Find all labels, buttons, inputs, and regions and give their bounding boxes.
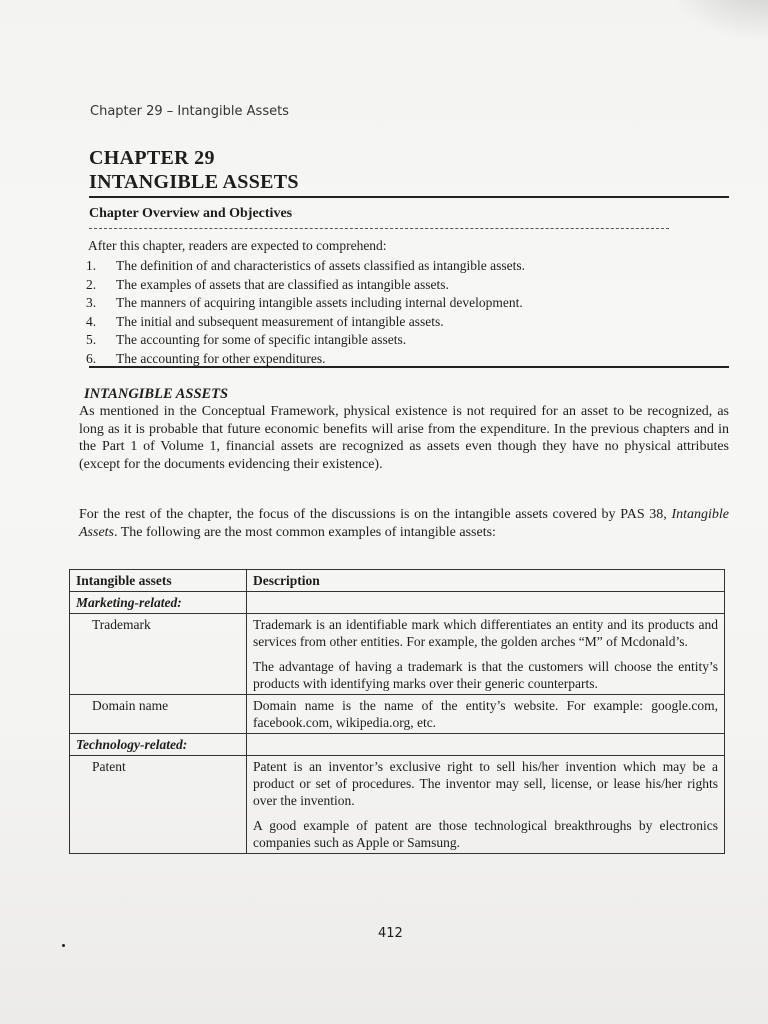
- column-header: Intangible assets: [70, 570, 247, 592]
- asset-description: [247, 695, 725, 734]
- page-number: 412: [378, 926, 403, 941]
- title-rule: [89, 196, 729, 198]
- list-item: [86, 331, 525, 350]
- item-text: The initial and subsequent measurement of intangible assets.: [116, 313, 444, 329]
- description-paragraph: The advantage of having a trademark is that the customers will choose the entity’s products with identifying marks over their generic counterparts.: [253, 659, 718, 691]
- overview-heading: Chapter Overview and Objectives: [89, 206, 293, 221]
- page-shadow: [668, 0, 768, 40]
- item-number: 2.: [86, 276, 97, 292]
- text-run: For the rest of the chapter, the focus of the discussions is on the intangible assets covered by PAS 38,: [79, 507, 672, 522]
- list-item: [86, 294, 525, 313]
- asset-description: [247, 614, 725, 695]
- description-paragraph: Domain name is the name of the entity’s website. For example: google.com, facebook.com, wikipedia.org, etc.: [253, 698, 718, 730]
- item-text: The accounting for other expenditures.: [116, 350, 326, 366]
- objectives-list: [86, 257, 525, 368]
- table-row: [70, 756, 725, 854]
- asset-name: Trademark: [70, 614, 247, 695]
- list-item: [86, 276, 525, 295]
- item-number: 6.: [86, 350, 97, 366]
- section-heading: INTANGIBLE ASSETS: [84, 386, 229, 402]
- table-row: [70, 695, 725, 734]
- italic-text: Intangible Assets: [79, 507, 729, 540]
- paragraph: As mentioned in the Conceptual Framework, physical existence is not required for an asset to be recognized, as long as it is probable that future economic benefits will arise from the expenditure. In the previous chapters and in the Part 1 of Volume 1, financial assets are recognized as assets even though they have no physical attributes (except for the documents evidencing their existence).: [79, 404, 729, 472]
- speck: [62, 944, 65, 947]
- item-number: 3.: [86, 295, 97, 310]
- chapter-number: CHAPTER 29: [89, 147, 215, 169]
- category-row: [70, 592, 725, 614]
- intangible-assets-table: [69, 569, 725, 854]
- running-head: Chapter 29 – Intangible Assets: [90, 104, 289, 119]
- overview-intro: After this chapter, readers are expected to comprehend:: [88, 238, 387, 253]
- empty-cell: [247, 592, 725, 614]
- empty-cell: [247, 734, 725, 756]
- description-paragraph: A good example of patent are those technological breakthroughs by electronics companies such as Apple or Samsung.: [253, 818, 718, 850]
- list-item: [86, 313, 525, 332]
- item-text: The manners of acquiring intangible assets including internal development.: [116, 295, 523, 310]
- item-number: 1.: [86, 258, 97, 273]
- description-paragraph: Patent is an inventor’s exclusive right to sell his/her invention which may be a product or set of procedures. The inventor may sell, license, or lease his/her rights over the invention.: [253, 759, 718, 808]
- table-header-row: [70, 570, 725, 592]
- asset-name: Domain name: [70, 695, 247, 734]
- list-item: [86, 257, 525, 276]
- asset-name: Patent: [70, 756, 247, 854]
- item-text: The definition of and characteristics of assets classified as intangible assets.: [116, 258, 525, 273]
- description-paragraph: Trademark is an identifiable mark which differentiates an entity and its products and services from other entities. For example, the golden arches “M” of Mcdonald’s.: [253, 617, 718, 649]
- chapter-name: INTANGIBLE ASSETS: [89, 171, 299, 193]
- item-number: 4.: [86, 313, 97, 329]
- item-text: The accounting for some of specific intangible assets.: [116, 332, 407, 347]
- category-row: [70, 734, 725, 756]
- category-label: Marketing-related:: [70, 592, 247, 614]
- chapter-title: [89, 146, 299, 194]
- category-label: Technology-related:: [70, 734, 247, 756]
- overview-rule: [89, 366, 729, 368]
- dashed-divider: [89, 228, 669, 229]
- table-row: [70, 614, 725, 695]
- text-run: . The following are the most common examples of intangible assets:: [114, 524, 496, 540]
- paragraph: [79, 506, 729, 541]
- asset-description: [247, 756, 725, 854]
- item-text: The examples of assets that are classified as intangible assets.: [116, 276, 449, 292]
- column-header: Description: [247, 570, 725, 592]
- item-number: 5.: [86, 332, 97, 347]
